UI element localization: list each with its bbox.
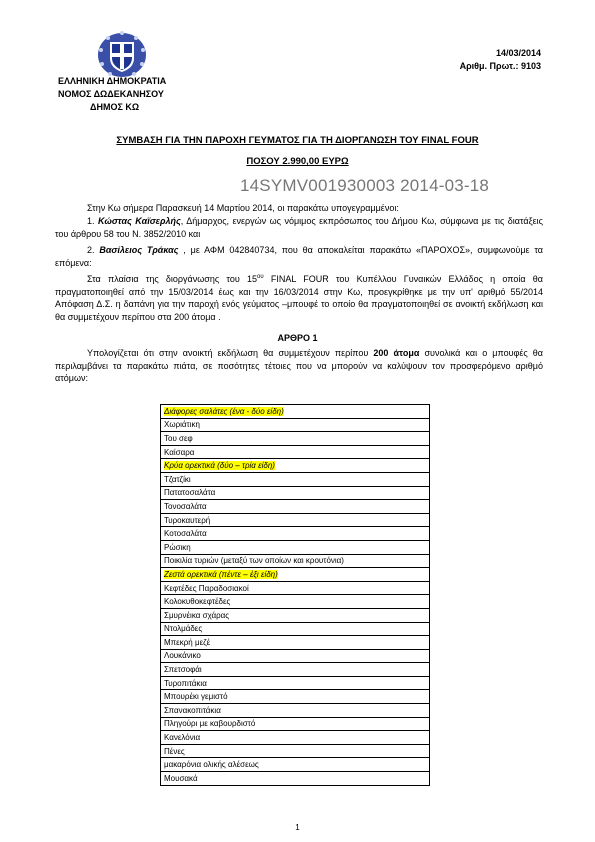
table-row <box>161 595 430 609</box>
menu-item-cell: Πατατοσαλάτα <box>161 486 430 500</box>
menu-item-cell: Πληγούρι με καβουρδιστό <box>161 717 430 731</box>
contract-amount: ΠΟΣΟΥ 2.990,00 ΕΥΡΩ <box>246 156 349 167</box>
menu-item-cell: Καίσαρα <box>161 445 430 459</box>
issuer-line: ΝΟΜΟΣ ΔΩΔΕΚΑΝΗΣΟΥ <box>58 89 164 99</box>
menu-item-cell: Σπετσοφάι <box>161 663 430 677</box>
table-row <box>161 527 430 541</box>
menu-table <box>160 404 430 786</box>
article-heading: ΑΡΘΡΟ 1 <box>277 333 318 343</box>
party-1-number: 1. <box>87 216 95 226</box>
table-row <box>161 445 430 459</box>
table-row <box>161 554 430 568</box>
table-row <box>161 486 430 500</box>
party-2-text: , με ΑΦΜ 042840734, που θα αποκαλείται παρακάτω «ΠΑΡΟΧΟΣ», συμφωνούμε τα επόμενα: <box>55 245 543 268</box>
table-row <box>161 513 430 527</box>
table-row <box>161 744 430 758</box>
menu-category-cell <box>161 568 430 582</box>
party-2-paragraph <box>55 244 543 269</box>
menu-category-cell <box>161 405 430 419</box>
article-1-paragraph: Υπολογίζεται ότι στην ανοικτή εκδήλωση θα συμμετέχουν περίπου 200 άτομα συνολικά και ο μπουφές θα περιλαμβάνει τα παρακάτω πιάτα, σε ποσότητες τέτοιες που να μπορούν να καλύψουν τον προσφερόμενο αριθμό ατόμων: <box>55 348 544 383</box>
table-row <box>161 418 430 432</box>
party-2-number: 2. <box>87 245 95 255</box>
menu-item-cell: μακαρόνια ολικής αλέσεως <box>161 758 430 772</box>
menu-item-cell: Ρώσικη <box>161 540 430 554</box>
table-row <box>161 405 430 419</box>
menu-category-label: Κρύα ορεκτικά (δύο – τρία είδη) <box>164 461 275 471</box>
contract-title: ΣΥΜΒΑΣΗ ΓΙΑ ΤΗΝ ΠΑΡΟΧΗ ΓΕΥΜΑΤΟΣ ΓΙΑ ΤΗ ΔΙΟΡΓΑΝΩΣΗ ΤΟΥ FINAL FOUR <box>116 135 479 146</box>
issuer-line: ΕΛΛΗΝΙΚΗ ΔΗΜΟΚΡΑΤΙΑ <box>58 76 167 86</box>
document-date: 14/03/2014 <box>495 48 541 58</box>
table-row <box>161 581 430 595</box>
menu-item-cell: Τονοσαλάτα <box>161 500 430 514</box>
party-1-paragraph <box>55 215 543 240</box>
issuer-line: ΔΗΜΟΣ ΚΩ <box>90 102 140 112</box>
menu-category-label: Ζεστά ορεκτικά (πέντε – έξι είδη) <box>164 569 278 579</box>
intro-paragraph: Στην Κω σήμερα Παρασκευή 14 Μαρτίου 2014, οι παρακάτω υπογεγραμμένοι: <box>87 203 399 213</box>
party-1-name: Κώστας Καϊσερλής <box>97 216 181 226</box>
menu-item-cell: Μουσακά <box>161 772 430 786</box>
page-number: 1 <box>295 823 300 832</box>
table-row <box>161 472 430 486</box>
menu-item-cell: Σπανακοπιτάκια <box>161 704 430 718</box>
menu-item-cell: Ποικιλία τυριών (μεταξύ των οποίων και κρουτόνια) <box>161 554 430 568</box>
menu-item-cell: Κολοκυθοκεφτέδες <box>161 595 430 609</box>
table-row <box>161 459 430 473</box>
menu-item-cell: Τυροκαυτερή <box>161 513 430 527</box>
menu-item-cell: Κανελόνια <box>161 731 430 745</box>
menu-category-label: Διάφορες σαλάτες (ένα - δύο είδη) <box>164 406 284 416</box>
menu-item-cell: Σμυρνέικα σχάρας <box>161 608 430 622</box>
table-row <box>161 608 430 622</box>
menu-item-cell: Του σεφ <box>161 432 430 446</box>
table-row <box>161 676 430 690</box>
protocol-number: Αριθμ. Πρωτ.: 9103 <box>459 61 541 71</box>
party-2-name: Βασίλειος Τράκας <box>99 245 179 255</box>
table-row <box>161 704 430 718</box>
table-row <box>161 568 430 582</box>
table-row <box>161 690 430 704</box>
menu-item-cell: Τζατζίκι <box>161 472 430 486</box>
menu-item-cell: Ντολμάδες <box>161 622 430 636</box>
menu-item-cell: Μπεκρή μεζέ <box>161 636 430 650</box>
menu-item-cell: Μπουρέκι γεμιστό <box>161 690 430 704</box>
table-row <box>161 649 430 663</box>
diavgeia-stamp: 14SYMV001930003 2014-03-18 <box>240 176 490 195</box>
issuer-block <box>58 75 166 114</box>
menu-item-cell: Κεφτέδες Παραδοσιακοί <box>161 581 430 595</box>
table-row <box>161 758 430 772</box>
menu-item-cell: Χωριάτικη <box>161 418 430 432</box>
menu-category-cell <box>161 459 430 473</box>
party-1-text: , Δήμαρχος, ενεργών ως νόμιμος εκπρόσωπος του Δήμου Κω, σύμφωνα με τις διατάξεις του άρθρου 58 του Ν. 3852/2010 και <box>55 216 543 239</box>
menu-item-cell: Πένες <box>161 744 430 758</box>
table-row <box>161 622 430 636</box>
table-row <box>161 500 430 514</box>
menu-item-cell: Τυροπιτάκια <box>161 676 430 690</box>
document-meta <box>460 47 541 73</box>
table-row <box>161 731 430 745</box>
menu-item-cell: Λουκάνικο <box>161 649 430 663</box>
menu-item-cell: Κοτοσαλάτα <box>161 527 430 541</box>
table-row <box>161 772 430 786</box>
table-row <box>161 663 430 677</box>
greek-coat-of-arms-icon <box>96 28 148 80</box>
table-row <box>161 717 430 731</box>
table-row <box>161 540 430 554</box>
table-row <box>161 636 430 650</box>
table-row <box>161 432 430 446</box>
context-paragraph: Στα πλαίσια της διοργάνωσης του $15^{o\upsilon}$ FINAL FOUR του Κυπέλλου Γυναικών Ελλάδος η οποία θα πραγματοποιηθεί από την 15/03/2014 έως και την 16/03/2014 στην Κω, προεγκρίθηκε με την υπ' αριθμό 55/2014 Απόφαση Δ.Σ. η δαπάνη για την παροχή ενός γεύματος –μπουφέ το οποίο θα πραγματοποιηθεί σε ανοικτή εκδήλωση και θα συμμετέχουν περίπου στα 200 άτομα . <box>55 274 543 322</box>
